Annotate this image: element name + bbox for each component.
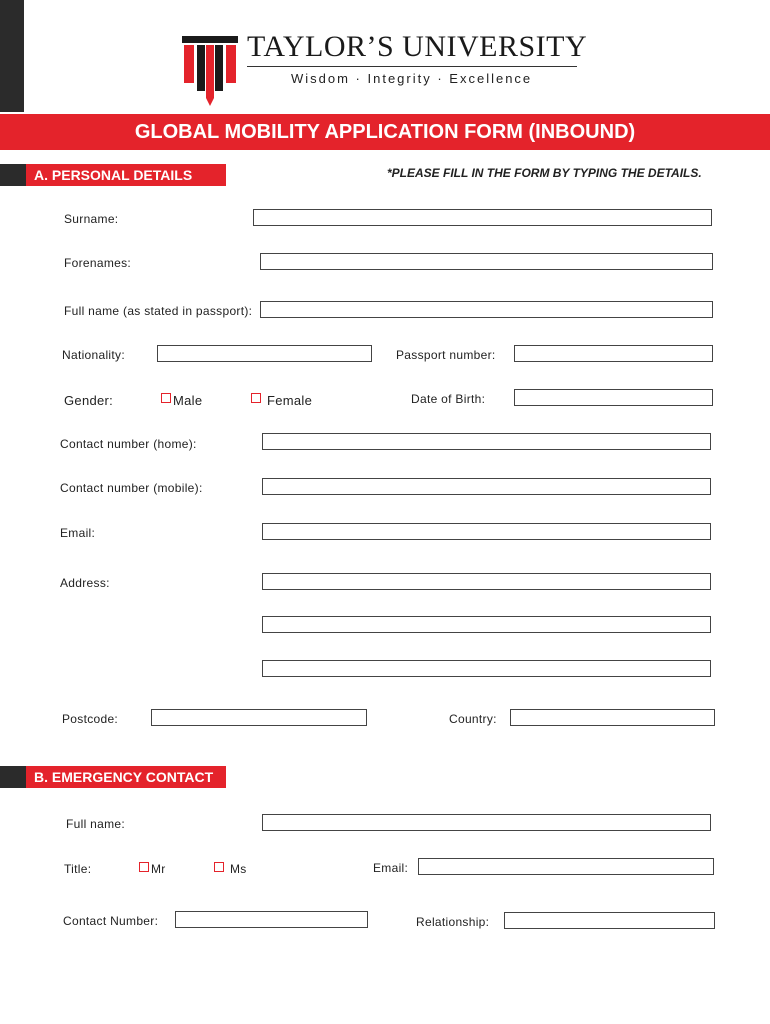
address-line-1-field[interactable] bbox=[262, 573, 711, 590]
mobile-contact-label: Contact number (mobile): bbox=[60, 481, 203, 495]
email-label: Email: bbox=[60, 526, 96, 540]
postcode-label: Postcode: bbox=[62, 712, 119, 726]
emergency-title-label: Title: bbox=[64, 862, 92, 876]
emergency-email-field[interactable] bbox=[418, 858, 714, 875]
mobile-contact-field[interactable] bbox=[262, 478, 711, 495]
mr-label: Mr bbox=[151, 862, 166, 876]
nationality-label: Nationality: bbox=[62, 348, 125, 362]
country-label: Country: bbox=[449, 712, 497, 726]
section-a-header: A. PERSONAL DETAILS bbox=[26, 164, 226, 186]
section-b-dark-tab bbox=[0, 766, 26, 788]
male-label: Male bbox=[173, 393, 203, 408]
section-a-dark-tab bbox=[0, 164, 26, 186]
email-field[interactable] bbox=[262, 523, 711, 540]
full-name-field[interactable] bbox=[260, 301, 713, 318]
surname-field[interactable] bbox=[253, 209, 712, 226]
ms-label: Ms bbox=[230, 862, 247, 876]
passport-label: Passport number: bbox=[396, 348, 496, 362]
mr-checkbox[interactable] bbox=[139, 862, 149, 872]
university-logo-icon bbox=[182, 36, 238, 106]
section-b-header: B. EMERGENCY CONTACT bbox=[26, 766, 226, 788]
forenames-field[interactable] bbox=[260, 253, 713, 270]
forenames-label: Forenames: bbox=[64, 256, 132, 270]
surname-label: Surname: bbox=[64, 212, 119, 226]
nationality-field[interactable] bbox=[157, 345, 372, 362]
female-label: Female bbox=[267, 393, 313, 408]
home-contact-label: Contact number (home): bbox=[60, 437, 197, 451]
dob-field[interactable] bbox=[514, 389, 713, 406]
university-name: TAYLOR’S UNIVERSITY bbox=[247, 30, 588, 63]
emergency-contact-label: Contact Number: bbox=[63, 914, 159, 928]
passport-field[interactable] bbox=[514, 345, 713, 362]
ms-checkbox[interactable] bbox=[214, 862, 224, 872]
university-tagline: Wisdom · Integrity · Excellence bbox=[291, 71, 533, 86]
country-field[interactable] bbox=[510, 709, 715, 726]
dob-label: Date of Birth: bbox=[411, 392, 486, 406]
address-line-3-field[interactable] bbox=[262, 660, 711, 677]
gender-label: Gender: bbox=[64, 393, 114, 408]
address-line-2-field[interactable] bbox=[262, 616, 711, 633]
full-name-label: Full name (as stated in passport): bbox=[64, 304, 253, 318]
header-dark-bar bbox=[0, 0, 24, 112]
address-label: Address: bbox=[60, 576, 110, 590]
female-checkbox[interactable] bbox=[251, 393, 261, 403]
emergency-full-name-label: Full name: bbox=[66, 817, 126, 831]
form-instruction-note: *PLEASE FILL IN THE FORM BY TYPING THE DETAILS. bbox=[387, 166, 702, 180]
home-contact-field[interactable] bbox=[262, 433, 711, 450]
male-checkbox[interactable] bbox=[161, 393, 171, 403]
emergency-full-name-field[interactable] bbox=[262, 814, 711, 831]
brand-divider bbox=[247, 66, 577, 67]
form-title: GLOBAL MOBILITY APPLICATION FORM (INBOUND) bbox=[134, 121, 636, 143]
relationship-field[interactable] bbox=[504, 912, 715, 929]
relationship-label: Relationship: bbox=[416, 915, 490, 929]
emergency-contact-field[interactable] bbox=[175, 911, 368, 928]
emergency-email-label: Email: bbox=[373, 861, 409, 875]
postcode-field[interactable] bbox=[151, 709, 367, 726]
